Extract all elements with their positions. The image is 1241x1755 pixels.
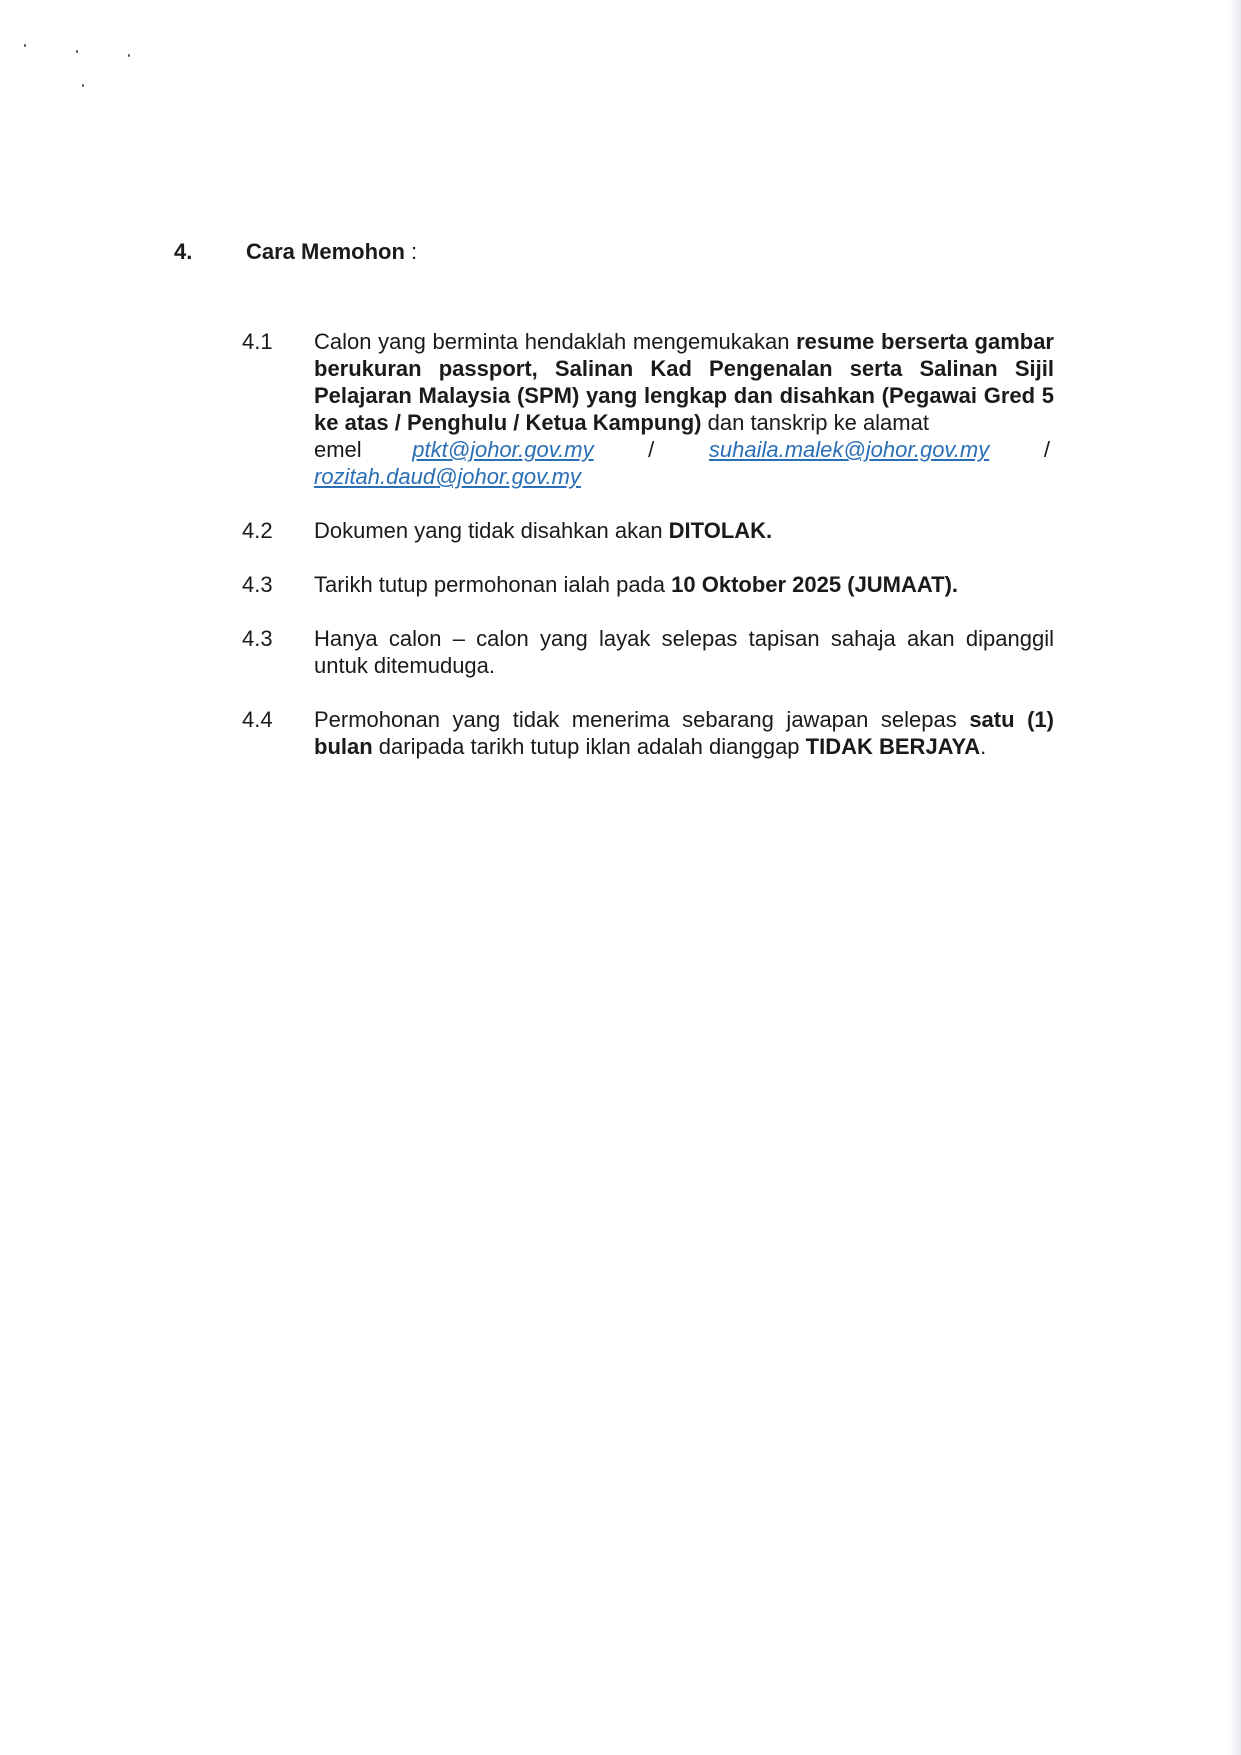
list-item [242, 625, 1054, 679]
item-text: Dokumen yang tidak disahkan akan [314, 518, 669, 543]
section-title-colon: : [404, 239, 418, 264]
item-number: 4.3 [242, 626, 273, 651]
item-text: Hanya calon – calon yang layak selepas tapisan sahaja akan dipanggil untuk ditemuduga. [314, 626, 1054, 678]
speck [128, 54, 130, 57]
section-number: 4. [174, 239, 193, 264]
list-item [242, 328, 1054, 490]
item-bold-text: satu (1) bulan [314, 707, 1054, 759]
speck [82, 84, 84, 87]
section-title [246, 238, 417, 266]
item-body [314, 328, 1054, 490]
email-link-suhaila[interactable]: suhaila.malek@johor.gov.my [708, 437, 990, 462]
item-text: . [980, 734, 987, 759]
item-text: Calon yang berminta hendaklah mengemukakan [314, 329, 797, 354]
speck [24, 44, 26, 47]
item-number: 4.2 [242, 518, 273, 543]
item-bold-text: TIDAK BERJAYA [805, 734, 981, 759]
item-bold-text: 10 Oktober 2025 (JUMAAT). [671, 572, 959, 597]
email-link-rozitah[interactable]: rozitah.daud@johor.gov.my [314, 464, 581, 489]
email-line [314, 436, 1054, 463]
email-separator: / [648, 437, 655, 462]
email-separator: / [1043, 437, 1050, 462]
item-body [314, 706, 1054, 760]
list-item [242, 517, 1054, 544]
item-number: 4.1 [242, 329, 273, 354]
item-text-tail: dan tanskrip ke alamat [701, 410, 929, 435]
section-heading [174, 238, 1074, 266]
email-link-ptkt[interactable]: ptkt@johor.gov.my [412, 437, 594, 462]
item-body [314, 571, 1054, 598]
item-text: Permohonan yang tidak menerima sebarang jawapan selepas [314, 707, 970, 732]
scan-specks [20, 40, 140, 100]
item-body [314, 517, 1054, 544]
item-text: Tarikh tutup permohonan ialah pada [314, 572, 672, 597]
scan-edge-shadow [1227, 0, 1241, 1755]
email-label: emel [314, 437, 362, 462]
speck [76, 50, 78, 53]
item-bold-text: resume berserta gambar berukuran passport, Salinan Kad Pengenalan serta Salinan Sijil Pelajaran Malaysia (SPM) yang lengkap dan disahkan (Pegawai Gred 5 ke atas / Penghulu / Ketua Kampung) [314, 329, 1054, 435]
item-number: 4.4 [242, 707, 273, 732]
item-body [314, 625, 1054, 679]
section-title-text: Cara Memohon [246, 239, 405, 264]
item-text: daripada tarikh tutup iklan adalah dianggap [372, 734, 806, 759]
item-list [242, 328, 1054, 760]
item-number: 4.3 [242, 572, 273, 597]
item-bold-text: DITOLAK. [668, 518, 773, 543]
list-item [242, 706, 1054, 760]
list-item [242, 571, 1054, 598]
